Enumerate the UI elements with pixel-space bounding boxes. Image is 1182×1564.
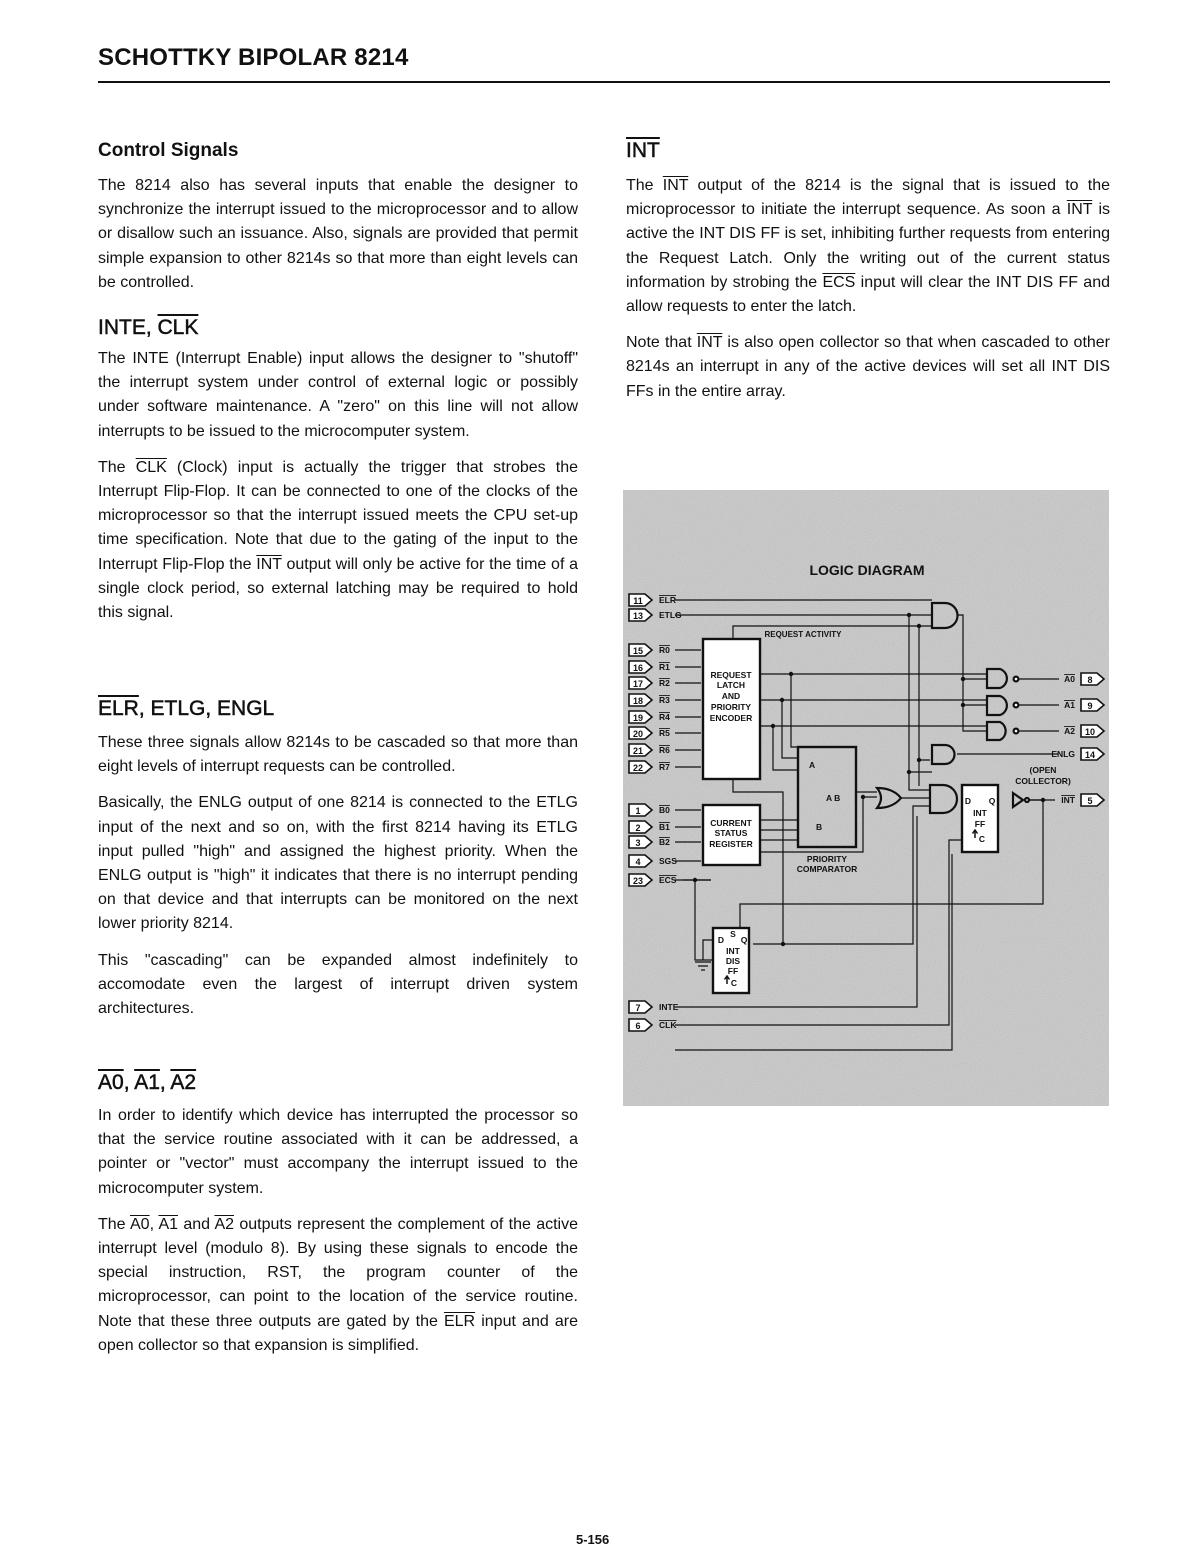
signal-label: R3 xyxy=(659,695,670,705)
signal-label: B0 xyxy=(659,805,670,815)
pin-number: 16 xyxy=(632,663,644,673)
paragraph xyxy=(98,791,578,936)
pin-10 xyxy=(1064,725,1104,737)
overlined-signal-name: $\overline{INT}$ xyxy=(1066,201,1093,219)
comparator-label: PRIORITY xyxy=(806,854,848,864)
int-dis-ff-label: FF xyxy=(727,966,739,976)
section-heading xyxy=(98,1071,578,1095)
text-run: input and are open collector so that expansion is simplified. xyxy=(98,1312,578,1354)
text-run: (Clock) input is actually the trigger that strobes the Interrupt Flip-Flop. It can be connected to one of the clocks of the microprocessor so that the interrupt issued meets the CPU set-up time specification. Note that due to the gating of the input to the Interrupt Flip-Flop the xyxy=(98,458,578,573)
paragraph xyxy=(98,174,578,295)
latch-label: ENCODER xyxy=(709,713,753,723)
latch-label: PRIORITY xyxy=(710,702,752,712)
latch-label: REQUEST xyxy=(710,670,752,680)
int-ff-clock: C xyxy=(978,834,986,844)
int-ff-d: D xyxy=(964,796,972,806)
pin-5 xyxy=(1061,794,1104,806)
paragraph xyxy=(98,1213,578,1358)
int-dis-ff-clock: C xyxy=(730,978,738,988)
pin-number: 18 xyxy=(632,696,644,706)
pin-number: 4 xyxy=(635,857,641,867)
text-run: Basically, the ENLG output of one 8214 is connected to the ETLG input of the next and so on, with the first 8214 having its ETLG input pulled "high" and assigned the highest priority. When the ENLG output is "high" it indicates that there is no interrupt pending on that device and that interrupts can be monitored on the next lower priority 8214. xyxy=(98,794,578,933)
signal-label: R6 xyxy=(659,745,670,755)
latch-label: LATCH xyxy=(716,680,746,690)
open-collector-label: COLLECTOR) xyxy=(1015,776,1071,786)
signal-label: A1 xyxy=(1064,700,1075,710)
overlined-signal-name: A0 xyxy=(130,1215,150,1233)
text-run: is active the INT DIS FF is set, inhibiting further requests from entering the Request Latch. Only the writing out of the current status information by strobing the xyxy=(626,201,1111,291)
pin-8 xyxy=(1064,673,1104,685)
text-run: output will only be active for the time of a single clock period, so external latching may be required to hold this signal. xyxy=(98,555,579,622)
signal-label: INT xyxy=(1061,795,1075,805)
diagram-title: LOGIC DIAGRAM xyxy=(809,562,925,578)
signal-label: CLK xyxy=(659,1020,677,1030)
pin-number: 7 xyxy=(635,1003,641,1013)
text-run: Note that xyxy=(626,334,697,352)
pin-number: 15 xyxy=(632,646,644,656)
paragraph xyxy=(98,731,578,779)
pin-number: 2 xyxy=(635,823,641,833)
paragraph xyxy=(98,456,578,625)
pin-number: 1 xyxy=(635,806,641,816)
signal-label: R0 xyxy=(659,645,670,655)
overlined-signal-name: A1 xyxy=(134,1071,160,1094)
paragraph xyxy=(626,174,1110,319)
int-dis-ff-s: S xyxy=(730,929,736,939)
paragraph xyxy=(98,949,578,1022)
overlined-signal-name: $\overline{ELR}$ xyxy=(443,1312,476,1330)
pin-number: 9 xyxy=(1087,701,1093,711)
comparator-output: A B xyxy=(826,793,841,803)
comparator-input-a: A xyxy=(809,760,816,770)
text-run: outputs represent the complement of the active interrupt level (modulo 8). By using these signals to encode the special instruction, RST, the program counter of the microprocessor, can point to the location of the service routine. Note that these three outputs are gated by the xyxy=(98,1215,579,1330)
text-run: Control Signals xyxy=(98,140,239,161)
text-run: In order to identify which device has interrupted the processor so that the service routine associated with it can be addressed, a pointer or "vector" must accompany the interrupt issued to the microcomputer system. xyxy=(98,1107,578,1197)
page-number: 5-156 xyxy=(576,1532,610,1547)
pin-number: 3 xyxy=(635,838,641,848)
section-control-signals xyxy=(98,139,578,295)
header-rule xyxy=(98,81,1110,83)
comparator-label: COMPARATOR xyxy=(796,864,858,874)
int-dis-ff-label: INT xyxy=(726,946,740,956)
pin-number: 20 xyxy=(632,729,644,739)
logic-diagram xyxy=(623,490,1109,1106)
signal-label: R2 xyxy=(659,678,670,688)
signal-label: ECS xyxy=(659,875,677,885)
overlined-signal-name: A0 xyxy=(98,1071,124,1094)
pin-number: 13 xyxy=(632,611,644,621)
signal-label: R7 xyxy=(659,762,670,772)
text-run: , xyxy=(123,1071,135,1094)
signal-label: ENLG xyxy=(1051,749,1075,759)
text-run: These three signals allow 8214s to be cascaded so that more than eight levels of interrupt requests can be controlled. xyxy=(98,734,578,776)
section-elr-etlg-engl xyxy=(98,697,578,1021)
pin-number: 10 xyxy=(1084,727,1096,737)
overlined-signal-name: $\overline{ELR}$ xyxy=(98,697,139,720)
pin-number: 19 xyxy=(632,713,644,723)
int-ff-label: FF xyxy=(974,819,986,829)
text-run: , ETLG, ENGL xyxy=(138,697,275,720)
int-dis-ff-d: D xyxy=(717,935,725,945)
comparator-input-b: B xyxy=(816,822,823,832)
pin-number: 14 xyxy=(1084,750,1096,760)
signal-label: R1 xyxy=(659,662,670,672)
request-activity-label: REQUEST ACTIVITY xyxy=(764,630,842,639)
pin-number: 6 xyxy=(635,1021,641,1031)
diagram-texture xyxy=(623,490,1109,1106)
pin-number: 21 xyxy=(632,746,644,756)
overlined-signal-name: $\overline{INT}$ xyxy=(696,334,723,352)
section-heading xyxy=(98,316,578,340)
pin-number: 11 xyxy=(633,596,643,606)
signal-label: A0 xyxy=(1064,674,1075,684)
overlined-signal-name: $\overline{CLK}$ xyxy=(135,458,167,476)
section-heading xyxy=(98,139,578,163)
int-ff-q: Q xyxy=(988,796,996,806)
status-label: CURRENT xyxy=(710,818,752,828)
int-dis-ff-label: DIS xyxy=(725,956,741,966)
pin-number: 23 xyxy=(632,876,644,886)
section-a0-a1-a2 xyxy=(98,1071,578,1358)
text-run: , xyxy=(159,1071,171,1094)
signal-label: A2 xyxy=(1064,726,1075,736)
text-run: input will clear the INT DIS FF and allow requests to enter the latch. xyxy=(626,273,1111,316)
pin-number: 17 xyxy=(632,679,644,689)
int-dis-ff-q: Q xyxy=(740,935,748,945)
text-run: The xyxy=(98,1215,130,1233)
status-label: REGISTER xyxy=(709,839,753,849)
overlined-signal-name: $\overline{ECS}$ xyxy=(822,273,856,291)
text-run: INTE, xyxy=(98,316,158,339)
section-heading xyxy=(98,697,578,721)
open-collector-label: (OPEN xyxy=(1029,765,1057,775)
int-ff-label: INT xyxy=(973,808,987,818)
status-label: STATUS xyxy=(714,828,748,838)
text-run: and xyxy=(178,1215,215,1233)
text-run: The xyxy=(626,177,663,194)
overlined-signal-name: $\overline{INT}$ xyxy=(626,139,660,162)
section-int xyxy=(626,139,1110,404)
signal-label: ELR xyxy=(659,595,676,605)
text-run: , xyxy=(149,1215,159,1233)
signal-label: R4 xyxy=(659,712,670,722)
latch-label: AND xyxy=(721,691,741,701)
pin-number: 22 xyxy=(632,763,644,773)
overlined-signal-name: A1 xyxy=(158,1215,179,1233)
text-run: The xyxy=(98,458,136,476)
overlined-signal-name: A2 xyxy=(170,1071,197,1094)
signal-label: B2 xyxy=(659,837,670,847)
signal-label: ETLG xyxy=(659,610,682,620)
signal-label: SGS xyxy=(659,856,677,866)
section-heading xyxy=(626,139,1110,163)
section-inte-clk xyxy=(98,316,578,625)
pin-9 xyxy=(1064,699,1104,711)
overlined-signal-name: A2 xyxy=(214,1215,235,1233)
signal-label: R5 xyxy=(659,728,670,738)
text-run: The 8214 also has several inputs that enable the designer to synchronize the interrupt issued to the microprocessor and to allow or disallow such an issuance. Also, signals are provided that permit simple expansion to other 8214s so that more than eight levels can be controlled. xyxy=(98,177,578,291)
signal-label: INTE xyxy=(659,1002,679,1012)
text-run: is also open collector so that when cascaded to other 8214s an interrupt in any of the active devices will set all INT DIS FFs in the entire array. xyxy=(626,334,1111,400)
text-run: This "cascading" can be expanded almost indefinitely to accomodate even the largest of interrupt driven system architectures. xyxy=(98,951,578,1018)
overlined-signal-name: $\overline{INT}$ xyxy=(256,555,282,573)
pin-number: 8 xyxy=(1087,675,1093,685)
text-run: output of the 8214 is the signal that is issued to the microprocessor to initiate the interrupt sequence. As soon a xyxy=(626,177,1111,219)
paragraph xyxy=(98,347,578,444)
page-title: SCHOTTKY BIPOLAR 8214 xyxy=(98,44,409,71)
overlined-signal-name: $\overline{CLK}$ xyxy=(157,316,199,339)
paragraph xyxy=(98,1104,578,1201)
signal-label: B1 xyxy=(659,822,670,832)
paragraph xyxy=(626,331,1110,404)
text-run: The INTE (Interrupt Enable) input allows the designer to "shutoff" the interrupt system under control of external logic or possibly under software maintenance. A "zero" on this line will not allow interrupts to be issued to the microcomputer system. xyxy=(98,350,578,440)
overlined-signal-name: $\overline{INT}$ xyxy=(662,177,689,194)
pin-number: 5 xyxy=(1087,796,1093,806)
